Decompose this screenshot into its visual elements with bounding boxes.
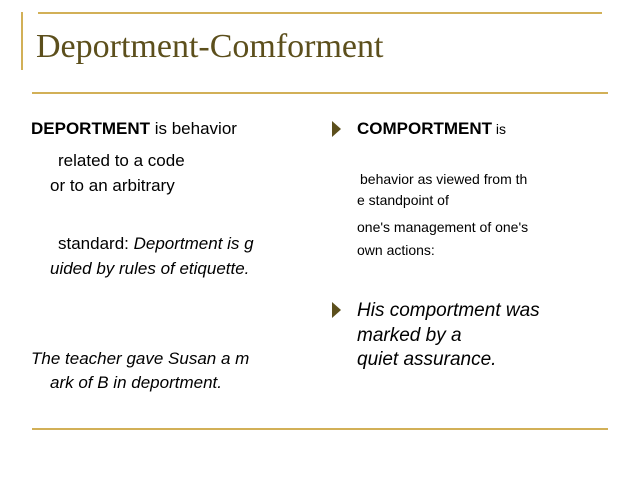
deportment-definition-line1 [31,119,237,139]
deportment-example-line2: uided by rules of etiquette. [50,259,250,278]
title-accent-top-line [38,12,602,14]
comportment-term: COMPORTMENT [357,119,493,138]
deportment-definition-line2: related to a code [58,151,185,170]
comportment-example-line1: His comportment was [357,300,540,321]
deportment-term: DEPORTMENT [31,119,150,138]
deportment-example-line1 [58,234,254,254]
comportment-definition-line2: e standpoint of [357,192,449,208]
comportment-definition-line4: own actions: [357,242,435,258]
footer-divider-line [32,428,608,430]
triangle-bullet-icon [332,121,341,137]
deportment-definition-line3: or to an arbitrary [50,176,175,195]
comportment-heading [357,119,506,139]
comportment-definition-line1: behavior as viewed from th [360,171,528,187]
comportment-example-line3: quiet assurance. [357,349,497,370]
deportment-definition-start: is behavior [150,119,237,138]
deportment-sentence-line2: ark of B in deportment. [50,373,222,392]
slide-title: Deportment-Comforment [36,28,384,65]
comportment-definition-line3: one's management of one's [357,219,529,235]
deportment-sentence-line1: The teacher gave Susan a m [31,349,250,368]
deportment-example-italic: Deportment is g [133,234,254,253]
title-accent-vertical-line [21,12,23,70]
triangle-bullet-icon [332,302,341,318]
deportment-standard-label: standard: [58,234,134,253]
comportment-is: is [492,121,507,137]
comportment-example-line2: marked by a [357,325,462,346]
title-divider-line [32,92,608,94]
